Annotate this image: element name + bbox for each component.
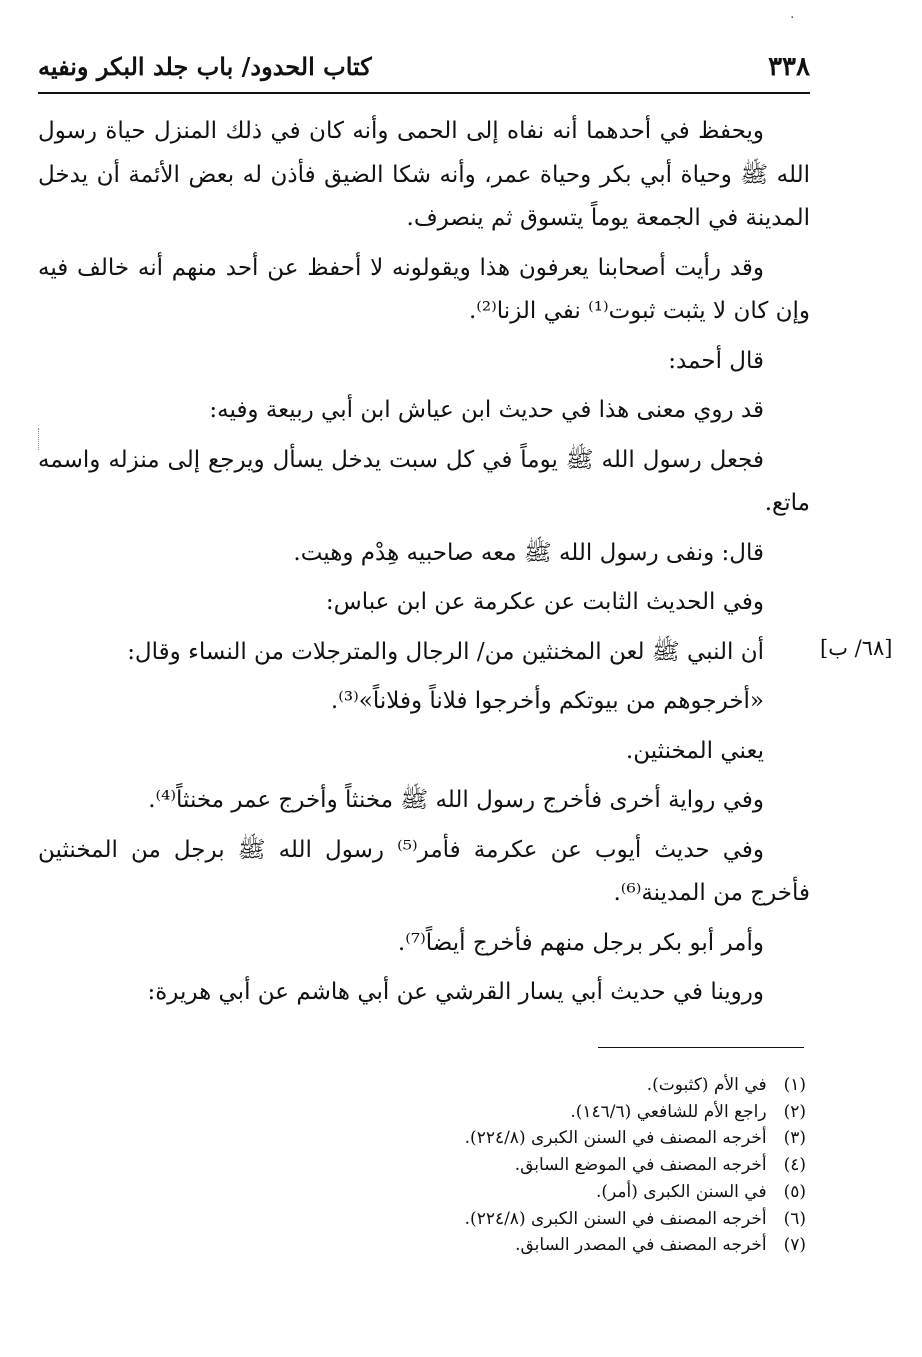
footnote-text: أخرجه المصنف في المصدر السابق. [515,1235,767,1256]
page-number: ٣٣٨ [768,52,810,82]
footnote [200,1099,806,1126]
footnote [200,1072,806,1099]
footnote-number: (١) [783,1075,806,1095]
header-rule [38,92,810,94]
footnote-number: (٣) [783,1128,806,1149]
running-title: كتاب الحدود/ باب جلد البكر ونفيه [38,52,372,81]
footnote-text: في الأم (كثبوت). [646,1075,767,1095]
footnote-text: راجع الأم للشافعي (١٤٦/٦). [570,1101,767,1122]
footnotes [200,1072,806,1259]
stray-mark: · [790,10,795,26]
footnote-number: (٥) [783,1181,806,1202]
footnote-text: أخرجه المصنف في السنن الكبرى (٢٢٤/٨). [464,1128,767,1149]
paragraph: وفي رواية أخرى فأخرج رسول الله ﷺ مخنثاً وأخرج عمر مخنثاً⁽⁴⁾. [148,787,764,813]
footnote-text: أخرجه المصنف في الموضع السابق. [514,1155,767,1176]
margin-folio-note: [٦٨/ ب] [820,636,893,660]
paragraph: وفي الحديث الثابت عن عكرمة عن ابن عباس: [325,589,764,615]
paragraph: وروينا في حديث أبي يسار القرشي عن أبي هاشم عن أبي هريرة: [147,979,764,1005]
footnote-number: (٧) [783,1235,806,1256]
paragraph: فجعل رسول الله ﷺ يوماً في كل سبت يدخل يسأل ويرجع إلى منزله واسمه ماتع. [38,446,810,516]
footnote-number: (٢) [783,1101,806,1122]
footnote [200,1232,806,1259]
footnote [200,1206,806,1233]
paragraph: قال أحمد: [668,347,764,374]
footnote [200,1125,806,1152]
footnote [200,1152,806,1179]
paragraph: ويحفظ في أحدهما أنه نفاه إلى الحمى وأنه كان في ذلك المنزل حياة رسول الله ﷺ وحياة أبي بكر وحياة عمر، وأنه شكا الضيق فأذن له بعض الأئمة أن يدخل المدينة في الجمعة يوماً يتسوق ثم ينصرف. [38,118,810,231]
footnote-number: (٦) [783,1208,806,1229]
paragraph: يعني المخنثين. [625,737,764,764]
footnote-separator [598,1047,804,1048]
page-header [38,48,810,92]
paragraph: وفي حديث أيوب عن عكرمة فأمر⁽⁵⁾ رسول الله ﷺ برجل من المخنثين فأخرج من المدينة⁽⁶⁾. [38,836,810,906]
body-text [38,110,810,1021]
footnote-text: أخرجه المصنف في السنن الكبرى (٢٢٤/٨). [464,1208,767,1229]
paragraph: وأمر أبو بكر برجل منهم فأخرج أيضاً⁽⁷⁾. [397,929,764,956]
footnote-text: في السنن الكبرى (أمر). [595,1181,767,1202]
paragraph: «أخرجوهم من بيوتكم وأخرجوا فلاناً وفلاناً»⁽³⁾. [330,688,764,714]
paragraph: قد روي معنى هذا في حديث ابن عياش ابن أبي ربيعة وفيه: [209,397,764,423]
paragraph: أن النبي ﷺ لعن المخنثين من/ الرجال والمترجلات من النساء وقال: [127,638,764,665]
footnote [200,1179,806,1206]
paragraph: وقد رأيت أصحابنا يعرفون هذا ويقولونه لا أحفظ عن أحد منهم أنه خالف فيه وإن كان لا يثبت ثبوت⁽¹⁾ نفي الزنا⁽²⁾. [38,254,810,324]
footnote-number: (٤) [783,1155,806,1176]
paragraph: قال: ونفى رسول الله ﷺ معه صاحبيه هِدْم وهيت. [293,539,764,566]
